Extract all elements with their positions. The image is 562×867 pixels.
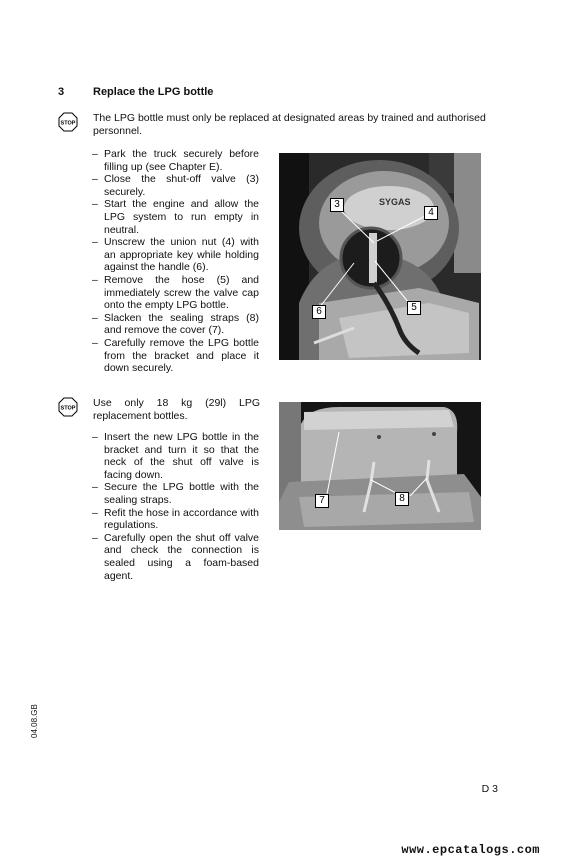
section-number: 3 (58, 86, 65, 98)
intro-note: The LPG bottle must only be replaced at designated areas by trained and authorised personnel. (93, 112, 486, 137)
document-code: 04.08.GB (30, 704, 39, 738)
section-title: Replace the LPG bottle (93, 86, 214, 98)
list-item: – Carefully remove the LPG bottle from the bracket and place it down securely. (92, 337, 259, 375)
callout-5: 5 (407, 301, 421, 315)
list-item: – Start the engine and allow the LPG system to run empty in neutral. (92, 198, 259, 236)
callout-3: 3 (330, 198, 344, 212)
bottle-brand-text: SYGAS (379, 197, 411, 207)
list-item: – Carefully open the shut off valve and check the connection is sealed using a foam-based agent. (92, 532, 259, 582)
list-item: – Remove the hose (5) and immediately screw the valve cap onto the empty LPG bottle. (92, 274, 259, 312)
list-item: – Secure the LPG bottle with the sealing straps. (92, 481, 259, 506)
list-item: – Slacken the sealing straps (8) and remove the cover (7). (92, 312, 259, 337)
list-item: – Close the shut-off valve (3) securely. (92, 173, 259, 198)
watermark: www.epcatalogs.com (401, 843, 540, 857)
stop-sign-icon (58, 397, 78, 417)
install-steps-list (92, 431, 259, 582)
list-item: – Refit the hose in accordance with regulations. (92, 507, 259, 532)
lpg-valve-photo (279, 153, 481, 360)
list-item: – Insert the new LPG bottle in the bracket and turn it so that the neck of the shut off valve is facing down. (92, 431, 259, 481)
section-heading (58, 86, 213, 98)
callout-4: 4 (424, 206, 438, 220)
callout-8: 8 (395, 492, 409, 506)
lpg-cover-photo (279, 402, 481, 530)
stop-sign-text: STOP (60, 120, 76, 127)
list-item: – Park the truck securely before filling up (see Chapter E). (92, 148, 259, 173)
removal-steps-list (92, 148, 259, 375)
stop-sign-text: STOP (60, 405, 76, 412)
bottle-size-note: Use only 18 kg (29l) LPG replacement bottles. (93, 397, 260, 422)
stop-sign-icon (58, 112, 78, 132)
page-number: D 3 (481, 783, 498, 795)
callout-6: 6 (312, 305, 326, 319)
callout-7: 7 (315, 494, 329, 508)
list-item: – Unscrew the union nut (4) with an appropriate key while holding against the handle (6). (92, 236, 259, 274)
